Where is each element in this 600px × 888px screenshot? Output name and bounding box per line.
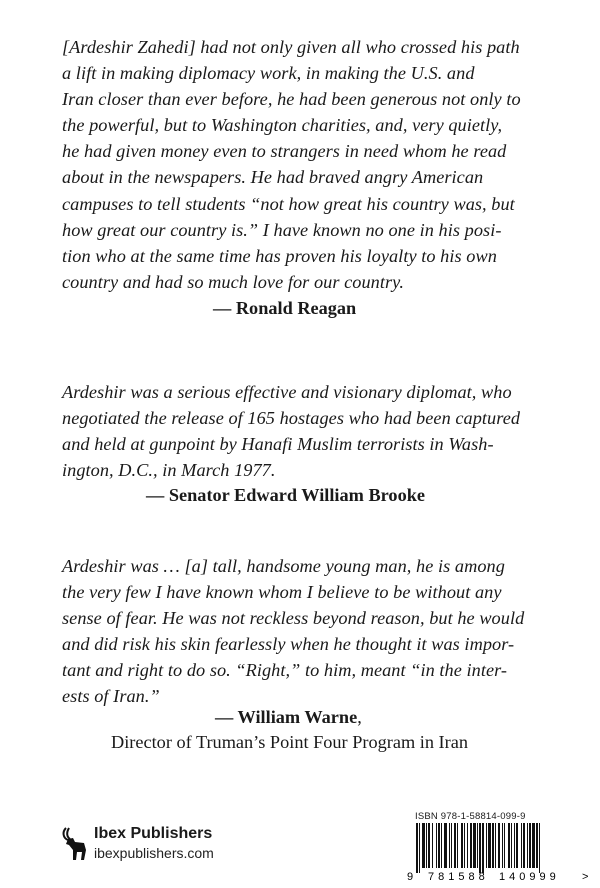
attribution-reagan: — Ronald Reagan — [213, 298, 357, 318]
publisher-name: Ibex Publishers — [94, 825, 213, 842]
barcode-bar — [473, 823, 476, 868]
barcode-bar — [495, 823, 496, 868]
barcode-bar — [492, 823, 494, 868]
quote-line: tion who at the same time has proven his loyalty to his own — [62, 245, 497, 266]
barcode-first-digit: 9 — [407, 871, 414, 883]
quote-line: negotiated the release of 165 hostages who had been captured — [62, 408, 521, 429]
barcode-bar — [527, 823, 528, 868]
barcode-bar — [477, 823, 478, 868]
ibex-logo-icon — [60, 826, 88, 862]
quote-line: how great our country is.” I have known no one in his posi- — [62, 219, 502, 240]
barcode-bar — [419, 823, 420, 873]
isbn-label: ISBN 978-1-58814-099-9 — [415, 811, 526, 822]
barcode-bar — [422, 823, 425, 868]
barcode-bar — [488, 823, 491, 868]
barcode-bar — [444, 823, 447, 868]
isbn-barcode — [406, 823, 592, 883]
quote-line: he had given money even to strangers in need whom he read — [62, 141, 507, 162]
barcode-quiet-mark: > — [582, 871, 589, 883]
barcode-bar — [529, 823, 531, 868]
quote-line: ington, D.C., in March 1977. — [62, 460, 276, 481]
quote-warne — [62, 553, 534, 710]
barcode-bar — [523, 823, 525, 868]
quote-reagan — [62, 34, 534, 295]
barcode-bar — [504, 823, 505, 868]
barcode-bar — [479, 823, 481, 873]
barcode-bar — [532, 823, 535, 868]
quote-line: a lift in making diplomacy work, in making the U.S. and — [62, 63, 475, 84]
barcode-bar — [461, 823, 463, 868]
attribution-warne-title: Director of Truman’s Point Four Program in Iran — [111, 732, 468, 752]
quote-line: the very few I have known whom I believe to be without any — [62, 582, 502, 603]
barcode-bar — [441, 823, 442, 868]
quote-line: Iran closer than ever before, he had been generous not only to — [62, 89, 521, 110]
barcode-bar — [457, 823, 458, 868]
barcode-bar — [436, 823, 437, 868]
attribution-warne — [215, 707, 362, 728]
barcode-right-digits: 140999 — [499, 871, 560, 883]
quote-line: and did risk his skin fearlessly when he thought it was impor- — [62, 634, 515, 655]
barcode-left-digits: 781588 — [428, 871, 489, 883]
barcode-bar — [482, 823, 484, 873]
barcode-bar — [428, 823, 430, 868]
quote-line: [Ardeshir Zahedi] had not only given all who crossed his path — [62, 37, 520, 57]
barcode-bar — [498, 823, 500, 868]
quote-line: about in the newspapers. He had braved angry American — [62, 167, 484, 188]
barcode-bar — [432, 823, 433, 868]
barcode-bar — [514, 823, 515, 868]
quote-line: tant and right to do so. “Right,” to him, meant “in the inter- — [62, 660, 508, 681]
barcode-bar — [451, 823, 452, 868]
quote-brooke — [62, 379, 534, 483]
quote-line: country and had so much love for our country. — [62, 271, 404, 292]
barcode-bar — [426, 823, 427, 868]
barcode-bar — [467, 823, 468, 868]
barcode-bars — [416, 823, 540, 873]
barcode-bar — [516, 823, 518, 868]
quote-line: the powerful, but to Washington charities, and, very quietly, — [62, 115, 503, 136]
barcode-bar — [486, 823, 487, 868]
barcode-bar — [508, 823, 510, 868]
barcode-bar — [464, 823, 465, 868]
attribution-warne-comma: , — [357, 707, 362, 727]
quote-line: ests of Iran.” — [62, 686, 160, 707]
quote-line: Ardeshir was a serious effective and visionary diplomat, who — [62, 382, 512, 402]
quote-line: and held at gunpoint by Hanafi Muslim terrorists in Wash- — [62, 434, 494, 455]
barcode-bar — [449, 823, 450, 868]
attribution-warne-name: — William Warne — [215, 707, 358, 727]
barcode-bar — [521, 823, 522, 868]
attribution-brooke: — Senator Edward William Brooke — [146, 485, 425, 505]
barcode-bar — [536, 823, 538, 868]
barcode-bar — [438, 823, 440, 868]
barcode-bar — [454, 823, 456, 868]
quote-line: sense of fear. He was not reckless beyond reason, but he would — [62, 608, 525, 629]
barcode-bar — [416, 823, 418, 873]
barcode-bar — [470, 823, 472, 868]
barcode-bar — [511, 823, 512, 868]
quote-line: Ardeshir was … [a] tall, handsome young man, he is among — [62, 556, 505, 576]
barcode-bar — [502, 823, 503, 868]
quote-line: campuses to tell students “not how great his country was, but — [62, 193, 515, 214]
publisher-url[interactable]: ibexpublishers.com — [94, 845, 214, 861]
barcode-bar — [539, 823, 540, 873]
